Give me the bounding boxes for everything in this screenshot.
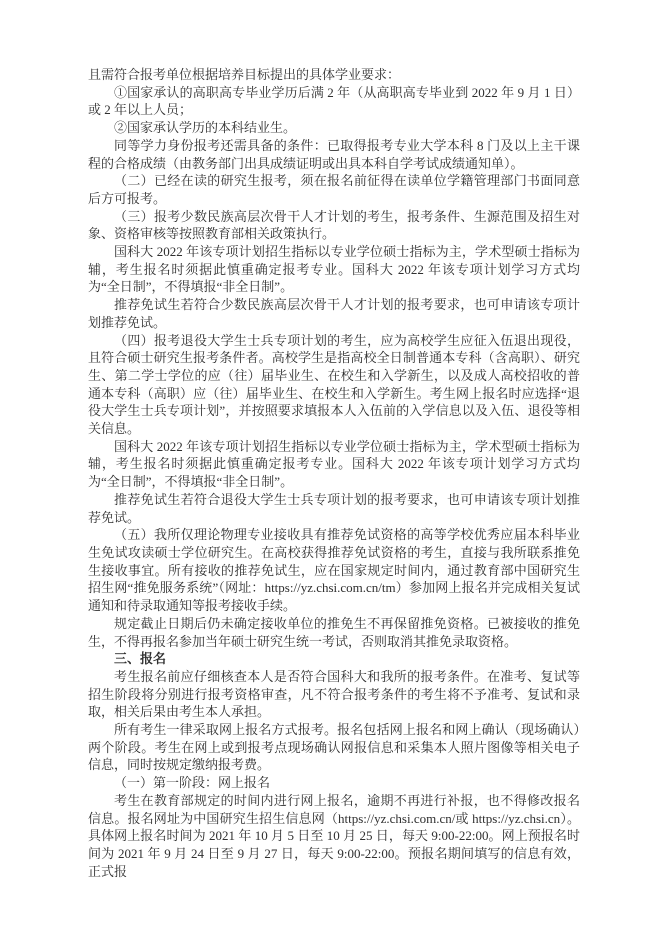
section-heading: 三、报名 <box>114 651 167 667</box>
paragraph: （四）报考退役大学生士兵专项计划的考生，应为高校学生应征入伍退出现役，且符合硕士研究生报考条件者。高校学生是指高校全日制普通本专科（含高职）、研究生、第二学士学位的应（往）届毕业生、在校生和入学新生，以及成人高校招收的普通本专科（高职）应（往）届毕业生、在校生和入学新生。考生网上报名时应选择“退役大学生士兵专项计划”，并按照要求填报本人入伍前的入学信息以及入伍、退役等相关信息。 <box>88 332 580 437</box>
document-content <box>88 66 580 880</box>
paragraph: 同等学力身份报考还需具备的条件：已取得报考专业大学本科 8 门及以上主干课程的合格成绩（由教务部门出具成绩证明或出具本科自学考试成绩通知单）。 <box>88 137 580 171</box>
paragraph: 国科大 2022 年该专项计划招生指标以专业学位硕士指标为主，学术型硕士指标为辅，考生报名时须据此慎重确定报考专业。国科大 2022 年该专项计划学习方式均为“全日制”，不得填报“非全日制”。 <box>88 244 580 295</box>
paragraph: 国科大 2022 年该专项计划招生指标以专业学位硕士指标为主，学术型硕士指标为辅，考生报名时须据此慎重确定报考专业。国科大 2022 年该专项计划学习方式均为“全日制”，不得填报“非全日制”。 <box>88 438 580 490</box>
paragraph: （五）我所仅理论物理专业接收具有推荐免试资格的高等学校优秀应届本科毕业生免试攻读硕士学位研究生。在高校获得推荐免试资格的考生，直接与我所联系推免生接收事宜。所有接收的推荐免试生，应在国家规定时间内，通过教育部中国研究生招生网“推免服务系统”（网址：https://yz.chsi.com.cn/tm）参加网上报名并完成相关复试通知和待录取通知等报考接收手续。 <box>88 527 580 614</box>
paragraph: （三）报考少数民族高层次骨干人才计划的考生，报考条件、生源范围及招生对象、资格审核等按照教育部相关政策执行。 <box>88 208 580 242</box>
paragraph: 推荐免试生若符合退役大学生士兵专项计划的报考要求，也可申请该专项计划推荐免试。 <box>88 491 580 525</box>
paragraph: 所有考生一律采取网上报名方式报考。报名包括网上报名和网上确认（现场确认）两个阶段。考生在网上或到报考点现场确认网报信息和采集本人照片图像等相关电子信息，同时按规定缴纳报考费。 <box>88 722 580 773</box>
paragraph: （二）已经在读的研究生报考，须在报名前征得在读单位学籍管理部门书面同意后方可报考。 <box>88 173 580 206</box>
paragraph: 考生在教育部规定的时间内进行网上报名，逾期不再进行补报，也不得修改报名信息。报名网址为中国研究生招生信息网（https://yz.chsi.com.cn/或 https://yz.chsi.cn）。具体网上报名时间为 2021 年 10 月 5 日至 10 月 25 日，每天 9:00-22:00。网上预报名时间为 2021 年 9 月 24 日至 9 月 27 日，每天 9:00-22:00。预报名期间填写的信息有效，正式报 <box>88 792 580 879</box>
paragraph: 且需符合报考单位根据培养目标提出的具体学业要求： <box>88 67 401 82</box>
paragraph: ①国家承认的高职高专毕业学历后满 2 年（从高职高专毕业到 2022 年 9 月 1 日）或 2 年以上人员； <box>88 84 580 118</box>
paragraph: （一）第一阶段：网上报名 <box>114 775 271 791</box>
paragraph: 规定截止日期后仍未确定接收单位的推免生不再保留推免资格。已被接收的推免生，不得再报名参加当年硕士研究生统一考试，否则取消其推免录取资格。 <box>88 615 580 649</box>
paragraph: 推荐免试生若符合少数民族高层次骨干人才计划的报考要求，也可申请该专项计划推荐免试。 <box>88 297 580 330</box>
paragraph: ②国家承认学历的本科结业生。 <box>114 120 297 136</box>
paragraph: 考生报名前应仔细核查本人是否符合国科大和我所的报考条件。在准考、复试等招生阶段将分别进行报考资格审查，凡不符合报考条件的考生将不予准考、复试和录取，相关后果由考生本人承担。 <box>88 668 580 720</box>
